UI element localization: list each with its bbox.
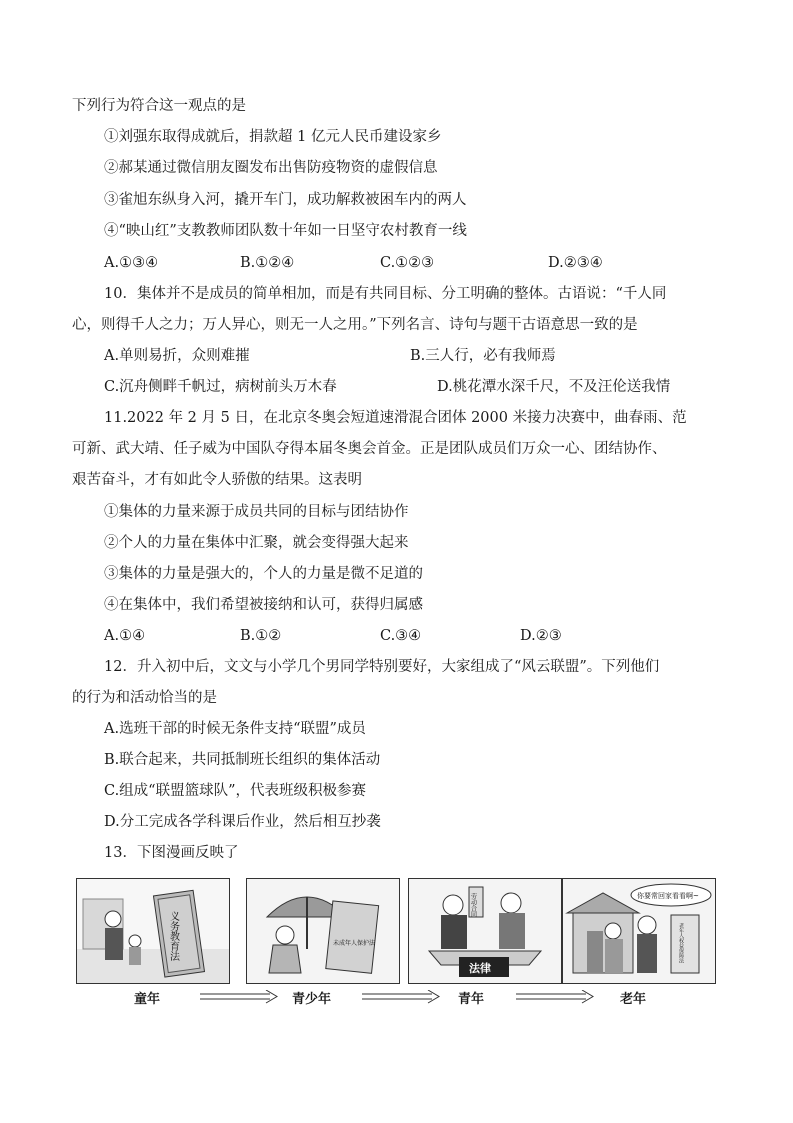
stage-label-old-age: 老年 xyxy=(620,992,647,1007)
comic-panel-adolescence xyxy=(246,878,400,984)
q9-item-4: ④“映山红”支教教师团队数十年如一日坚守农村教育一线 xyxy=(104,223,467,239)
stage-label-youth: 青年 xyxy=(458,992,485,1007)
comic-youth-illustration xyxy=(409,879,561,983)
q12-option-c: C.组成“联盟篮球队”，代表班级积极参赛 xyxy=(104,783,367,799)
q11-option-a: A.①④ xyxy=(104,628,146,644)
q11-option-b: B.①② xyxy=(240,628,282,644)
q11-item-1: ①集体的力量来源于成员共同的目标与团结协作 xyxy=(104,504,409,520)
q10-option-c: C.沉舟侧畔千帆过，病树前头万木春 xyxy=(104,379,337,395)
q10-option-d: D.桃花潭水深千尺，不及汪伦送我情 xyxy=(437,379,671,395)
q11-item-2: ②个人的力量在集体中汇聚，就会变得强大起来 xyxy=(104,535,409,551)
q9-option-b: B.①②④ xyxy=(240,255,295,271)
labor-contract-label: 劳动合同 xyxy=(469,893,477,917)
q12-stem-line-2: 的行为和活动恰当的是 xyxy=(72,690,217,706)
q10-option-a: A.单则易折，众则难摧 xyxy=(104,348,250,364)
stage-label-adolescence: 青少年 xyxy=(292,992,332,1007)
speech-bubble: 你要常回家看看啊~ xyxy=(637,892,699,900)
q12-option-b: B.联合起来，共同抵制班长组织的集体活动 xyxy=(104,752,381,768)
q11-stem-line-3: 艰苦奋斗，才有如此令人骄傲的结果。这表明 xyxy=(72,472,362,488)
q9-option-c: C.①②③ xyxy=(380,255,435,271)
arrow-icon xyxy=(362,990,440,1004)
q11-stem-line-1: 11.2022 年 2 月 5 日，在北京冬奥会短道速滑混合团体 2000 米接力决赛中，曲春雨、范 xyxy=(104,410,687,426)
q9-item-1: ①刘强东取得成就后，捐款超 1 亿元人民币建设家乡 xyxy=(104,129,442,145)
q9-item-3: ③雀旭东纵身入河，撬开车门，成功解救被困车内的两人 xyxy=(104,192,467,208)
q12-option-d: D.分工完成各学科课后作业，然后相互抄袭 xyxy=(104,814,381,830)
q11-option-c: C.③④ xyxy=(380,628,422,644)
q12-option-a: A.选班干部的时候无条件支持“联盟”成员 xyxy=(104,721,366,737)
q9-stem-tail: 下列行为符合这一观点的是 xyxy=(72,98,246,114)
q13-stem: 13．下图漫画反映了 xyxy=(104,845,239,861)
stage-label-childhood: 童年 xyxy=(134,992,161,1007)
comic-panel-childhood xyxy=(76,878,230,984)
book-label-compulsory-education: 义务教育法 xyxy=(167,911,179,961)
arrow-icon xyxy=(200,990,278,1004)
arrow-icon xyxy=(516,990,594,1004)
comic-adolescence-illustration xyxy=(247,879,399,983)
q10-stem-line-1: 10．集体并不是成员的简单相加，而是有共同目标、分工明确的整体。古语说：“千人同 xyxy=(104,286,667,302)
q11-item-4: ④在集体中，我们希望被接纳和认可，获得归属感 xyxy=(104,597,423,613)
comic-childhood-illustration xyxy=(77,879,229,983)
book-label-minor-protection: 未成年人保护法 xyxy=(333,940,376,947)
q9-item-2: ②郝某通过微信朋友圈发布出售防疫物资的虚假信息 xyxy=(104,160,438,176)
q11-option-d: D.②③ xyxy=(520,628,562,644)
q9-option-a: A.①③④ xyxy=(104,255,159,271)
comic-panel-youth xyxy=(408,878,562,984)
q12-stem-line-1: 12．升入初中后，文文与小学几个男同学特别要好，大家组成了“风云联盟”。下列他们 xyxy=(104,659,660,675)
comic-old-age-illustration xyxy=(563,879,715,983)
comic-panel-old-age xyxy=(562,878,716,984)
q11-item-3: ③集体的力量是强大的，个人的力量是微不足道的 xyxy=(104,566,423,582)
q10-option-b: B.三人行，必有我师焉 xyxy=(410,348,556,364)
law-board-label: 法律 xyxy=(469,962,491,975)
q11-stem-line-2: 可新、武大靖、任子威为中国队夺得本届冬奥会首金。正是团队成员们万众一心、团结协作、 xyxy=(72,441,667,457)
elderly-rights-scroll: 老年人权益保障法 xyxy=(678,923,684,963)
comic-strip xyxy=(72,874,732,1014)
q9-option-d: D.②③④ xyxy=(548,255,603,271)
q10-stem-line-2: 心，则得千人之力；万人异心，则无一人之用。”下列名言、诗句与题干古语意思一致的是 xyxy=(72,317,638,333)
